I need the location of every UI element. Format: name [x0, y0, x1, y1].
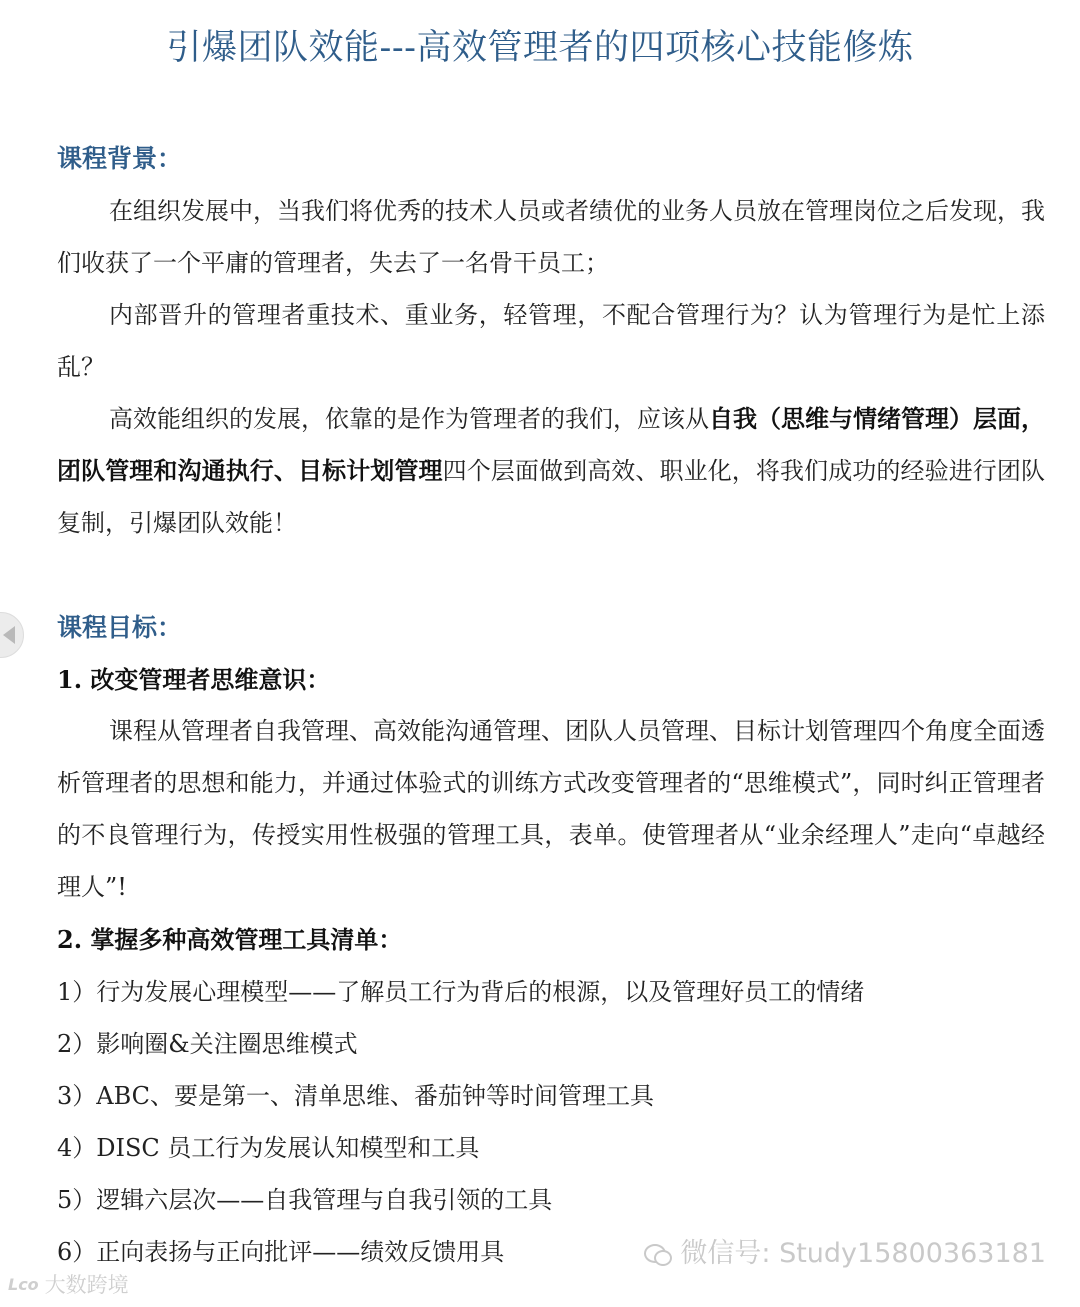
background-p3-start: 高效能组织的发展，依靠的是作为管理者的我们，应该从 [109, 405, 709, 433]
watermark-text: 微信号: Study15800363181 [680, 1238, 1046, 1269]
goal-1-title: 1. 改变管理者思维意识： [57, 665, 331, 694]
tool-list-item: 5）逻辑六层次——自我管理与自我引领的工具 [57, 1186, 553, 1214]
background-paragraph-3 [57, 393, 1045, 549]
background-paragraph-1: 在组织发展中，当我们将优秀的技术人员或者绩优的业务人员放在管理岗位之后发现，我们收获了一个平庸的管理者，失去了一名骨干员工； [57, 197, 1045, 277]
tool-list-item: 1）行为发展心理模型——了解员工行为背后的根源，以及管理好员工的情绪 [57, 978, 865, 1006]
goal-2-title: 2. 掌握多种高效管理工具清单： [57, 925, 403, 954]
background-paragraph-2: 内部晋升的管理者重技术、重业务，轻管理，不配合管理行为？认为管理行为是忙上添乱？ [57, 301, 1045, 381]
wechat-icon [644, 1242, 672, 1266]
goal-1-text: 课程从管理者自我管理、高效能沟通管理、团队人员管理、目标计划管理四个角度全面透析管理者的思想和能力，并通过体验式的训练方式改变管理者的“思维模式”，同时纠正管理者的不良管理行为，传授实用性极强的管理工具，表单。使管理者从“业余经理人”走向“卓越经理人”! [57, 717, 1045, 901]
chevron-left-icon [3, 626, 15, 644]
background-p3-end: 四个层面做到高效、职业化，将我们成功的经验进行团队复制，引爆团队效能！ [57, 457, 1046, 537]
corner-logo [8, 1270, 129, 1300]
logo-mark: Lco [8, 1275, 39, 1294]
tool-list-item: 6）正向表扬与正向批评——绩效反馈用具 [57, 1238, 505, 1266]
tool-list-item: 2）影响圈&关注圈思维模式 [57, 1030, 358, 1058]
background-heading: 课程背景： [57, 144, 183, 173]
tool-list-item: 4）DISC 员工行为发展认知模型和工具 [57, 1134, 480, 1162]
corner-logo-text: 大数跨境 [44, 1273, 129, 1297]
document-title: 引爆团队效能---高效管理者的四项核心技能修炼 [166, 28, 914, 68]
wechat-watermark [644, 1234, 1046, 1274]
background-p3-emphasis: 自我（思维与情绪管理）层面，团队管理和沟通执行、目标计划管理 [57, 404, 1045, 485]
tool-list-item: 3）ABC、要是第一、清单思维、番茄钟等时间管理工具 [57, 1082, 655, 1110]
previous-page-arrow[interactable] [0, 612, 24, 658]
goals-heading: 课程目标： [57, 613, 183, 642]
